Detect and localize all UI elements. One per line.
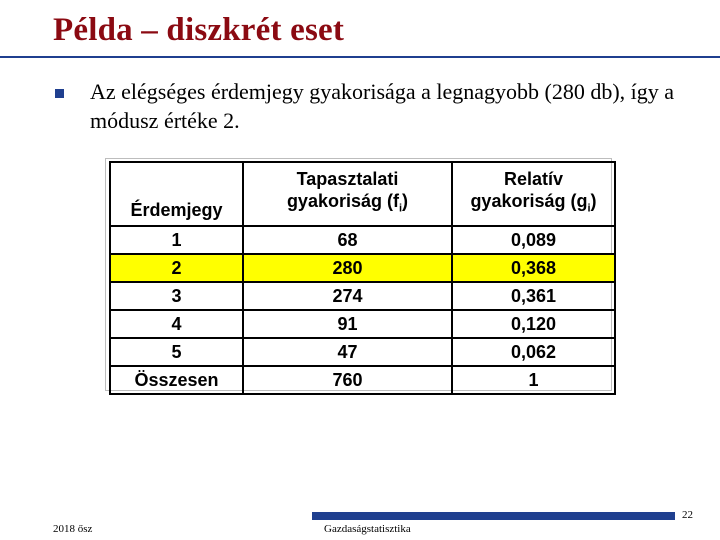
cell-total-label: Összesen xyxy=(110,366,243,394)
footer-course: Gazdaságstatisztika xyxy=(324,523,411,535)
table-total-row xyxy=(110,366,615,394)
cell-grade: 1 xyxy=(110,226,243,254)
cell-total-relative: 1 xyxy=(452,366,615,394)
cell-total-frequency: 760 xyxy=(243,366,452,394)
cell-grade: 3 xyxy=(110,282,243,310)
table-row xyxy=(110,310,615,338)
title-divider xyxy=(0,56,720,58)
header-relative-sub: i xyxy=(587,202,591,215)
header-frequency-line1: Tapasztalati xyxy=(296,169,399,190)
header-relative-close: ) xyxy=(590,191,597,212)
cell-frequency: 274 xyxy=(243,282,452,310)
cell-grade: 4 xyxy=(110,310,243,338)
footer-bar xyxy=(312,512,675,520)
cell-frequency: 47 xyxy=(243,338,452,366)
header-relative-frequency xyxy=(452,162,615,226)
bullet-text: Az elégséges érdemjegy gyakorisága a legnagyobb (280 db), így a módusz értéke 2. xyxy=(90,79,675,133)
page-number: 22 xyxy=(682,509,693,521)
cell-frequency: 280 xyxy=(243,254,452,282)
header-frequency-sub: i xyxy=(398,202,403,215)
table-header-row xyxy=(110,162,615,226)
footer-semester: 2018 ősz xyxy=(53,523,93,535)
cell-grade: 2 xyxy=(110,254,243,282)
header-frequency xyxy=(243,162,452,226)
slide-title: Példa – diszkrét eset xyxy=(53,12,345,48)
table-row xyxy=(110,226,615,254)
table-row xyxy=(110,338,615,366)
header-relative-line2: gyakoriság (g xyxy=(470,191,588,212)
header-frequency-line2: gyakoriság (f xyxy=(286,191,399,212)
frequency-table xyxy=(109,161,616,395)
table-row-highlighted xyxy=(110,254,615,282)
cell-relative: 0,361 xyxy=(452,282,615,310)
header-grade xyxy=(110,162,243,226)
header-relative-line1: Relatív xyxy=(503,169,564,190)
cell-grade: 5 xyxy=(110,338,243,366)
frequency-table-frame xyxy=(105,158,612,391)
square-bullet-icon xyxy=(55,89,64,98)
cell-relative: 0,120 xyxy=(452,310,615,338)
header-frequency-close: ) xyxy=(402,191,409,212)
cell-relative: 0,062 xyxy=(452,338,615,366)
cell-frequency: 91 xyxy=(243,310,452,338)
cell-relative: 0,089 xyxy=(452,226,615,254)
table-row xyxy=(110,282,615,310)
cell-relative: 0,368 xyxy=(452,254,615,282)
cell-frequency: 68 xyxy=(243,226,452,254)
header-grade-label: Érdemjegy xyxy=(130,200,223,220)
